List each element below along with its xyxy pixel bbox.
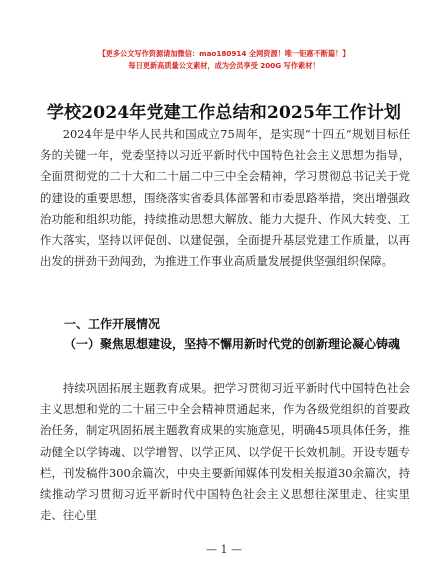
body-paragraph: 持续巩固拓展主题教育成果。把学习贯彻习近平新时代中国特色社会主义思想和党的二十届三中全会精神贯通起来，作为各级党组织的首要政治任务，制定巩固拓展主题教育成果的实施意见，明确45项具体任务，推动健全以学铸魂、以学增智、以学正风、以学促干长效机制。开设专题专栏，刊发稿件300余篇次，中央主要新闻媒体刊发相关报道30余篇次，持续推动学习贯彻习近平新时代中国特色社会主义思想往深里走、往实里走、往心里: [40, 381, 410, 523]
promo-banner-line-2: 每日更新高质量公文素材，成为会员享受 200G 写作素材！: [128, 61, 320, 70]
subsection-heading: （一）聚焦思想建设，坚持不懈用新时代党的创新理论凝心铸魂: [64, 337, 401, 351]
page-number: — 1 —: [206, 543, 242, 556]
section-heading: 一、工作开展情况: [64, 317, 161, 331]
intro-paragraph: 2024年是中华人民共和国成立75周年，是实现“十四五”规划目标任务的关键一年，党委坚持以习近平新时代中国特色社会主义思想为指导，全面贯彻党的二十大和二十届二中三中全会精神，学习贯彻总书记关于党的建设的重要思想，围绕落实省委具体部署和市委思路举措，突出增强政治功能和组织功能，持续推动思想大解放、能力大提升、作风大转变、工作大落实，坚持以评促创、以建促强，全面提升基层党建工作质量，以再出发的拼劲干劲闯劲，为推进工作事业高质量发展提供坚强组织保障。: [40, 127, 410, 269]
document-title: 学校2024年党建工作总结和2025年工作计划: [46, 103, 402, 123]
promo-banner-line-1: 【更多公文写作资源请加微信：mao180914 全网资源！唯一钜惠不断篇！】: [98, 49, 350, 58]
